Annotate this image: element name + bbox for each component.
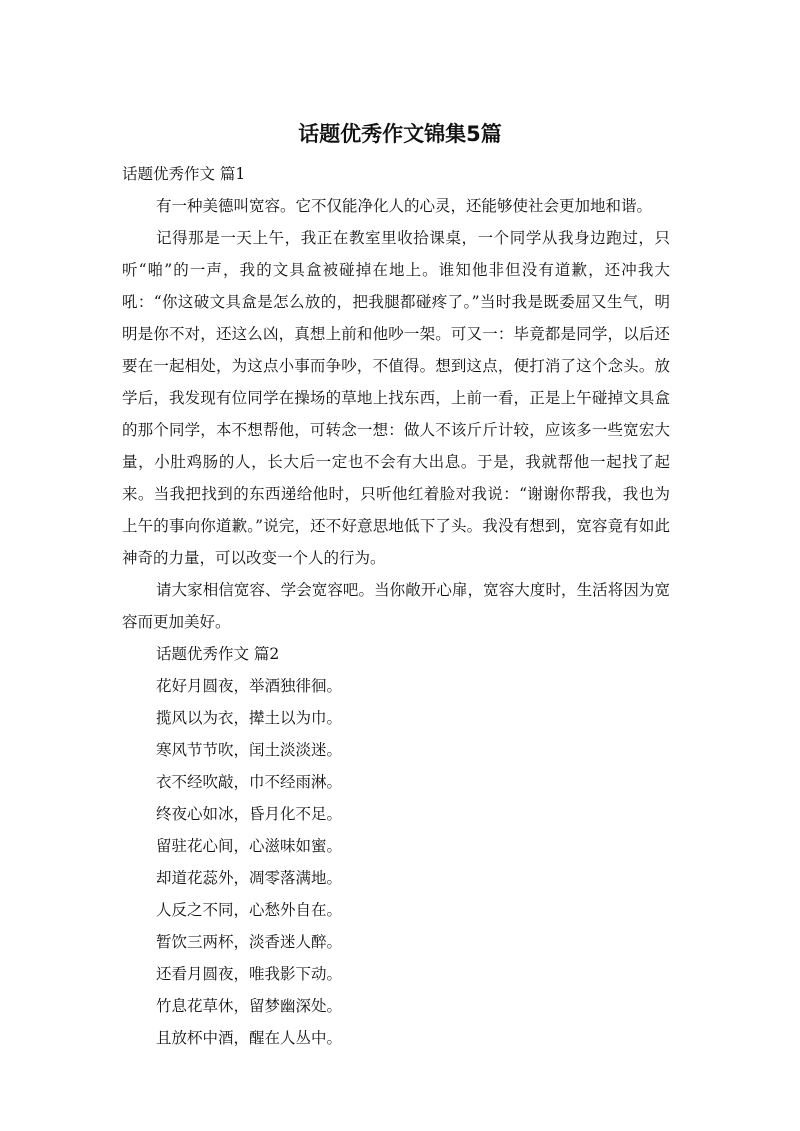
poem-line: 人反之不同，心愁外自在。 — [156, 901, 343, 919]
essay-section-2 — [122, 638, 670, 1054]
poem-line: 暂饮三两杯，淡香迷人醉。 — [156, 933, 343, 951]
document-body — [122, 158, 670, 1054]
section-heading: 话题优秀作文 篇1 — [122, 165, 246, 183]
poem-line: 还看月圆夜，唯我影下动。 — [156, 965, 343, 983]
paragraph: 请大家相信宽容、学会宽容吧。当你敞开心扉，宽容大度时，生活将因为宽容而更加美好。 — [122, 581, 670, 631]
poem-line: 竹息花草休，留梦幽深处。 — [156, 997, 343, 1015]
poem-line: 寒风节节吹，闰土淡淡迷。 — [156, 741, 343, 759]
poem-line: 且放杯中酒，醒在人丛中。 — [156, 1029, 343, 1047]
poem-line: 揽风以为衣，撵土以为巾。 — [156, 709, 343, 727]
essay-section-1 — [122, 158, 670, 638]
poem-line: 却道花蕊外，凋零落满地。 — [156, 869, 343, 887]
poem-line: 留驻花心间，心滋味如蜜。 — [156, 837, 343, 855]
paragraph: 记得那是一天上午，我正在教室里收拾课桌，一个同学从我身边跑过，只听“啪”的一声，我的文具盒被碰掉在地上。谁知他非但没有道歉，还冲我大吼：“你这破文具盒是怎么放的，把我腿都碰疼了。”当时我是既委屈又生气，明明是你不对，还这么凶，真想上前和他吵一架。可又一：毕竟都是同学，以后还要在一起相处，为这点小事而争吵，不值得。想到这点，便打消了这个念头。放学后，我发现有位同学在操场的草地上找东西，上前一看，正是上午碰掉文具盒的那个同学，本不想帮他，可转念一想：做人不该斤斤计较，应该多一些宽宏大量，小肚鸡肠的人，长大后一定也不会有大出息。于是，我就帮他一起找了起来。当我把找到的东西递给他时，只听他红着脸对我说：“谢谢你帮我，我也为上午的事向你道歉。”说完，还不好意思地低下了头。我没有想到，宽容竟有如此神奇的力量，可以改变一个人的行为。 — [122, 229, 670, 567]
poem-line: 终夜心如冰，昏月化不足。 — [156, 805, 343, 823]
section-heading: 话题优秀作文 篇2 — [156, 645, 280, 663]
poem-line: 衣不经吹敲，巾不经雨淋。 — [156, 773, 343, 791]
poem-line: 花好月圆夜，举酒独徘徊。 — [156, 677, 343, 695]
document-title: 话题优秀作文锦集5篇 — [298, 122, 502, 146]
paragraph: 有一种美德叫宽容。它不仅能净化人的心灵，还能够使社会更加地和谐。 — [156, 197, 653, 215]
